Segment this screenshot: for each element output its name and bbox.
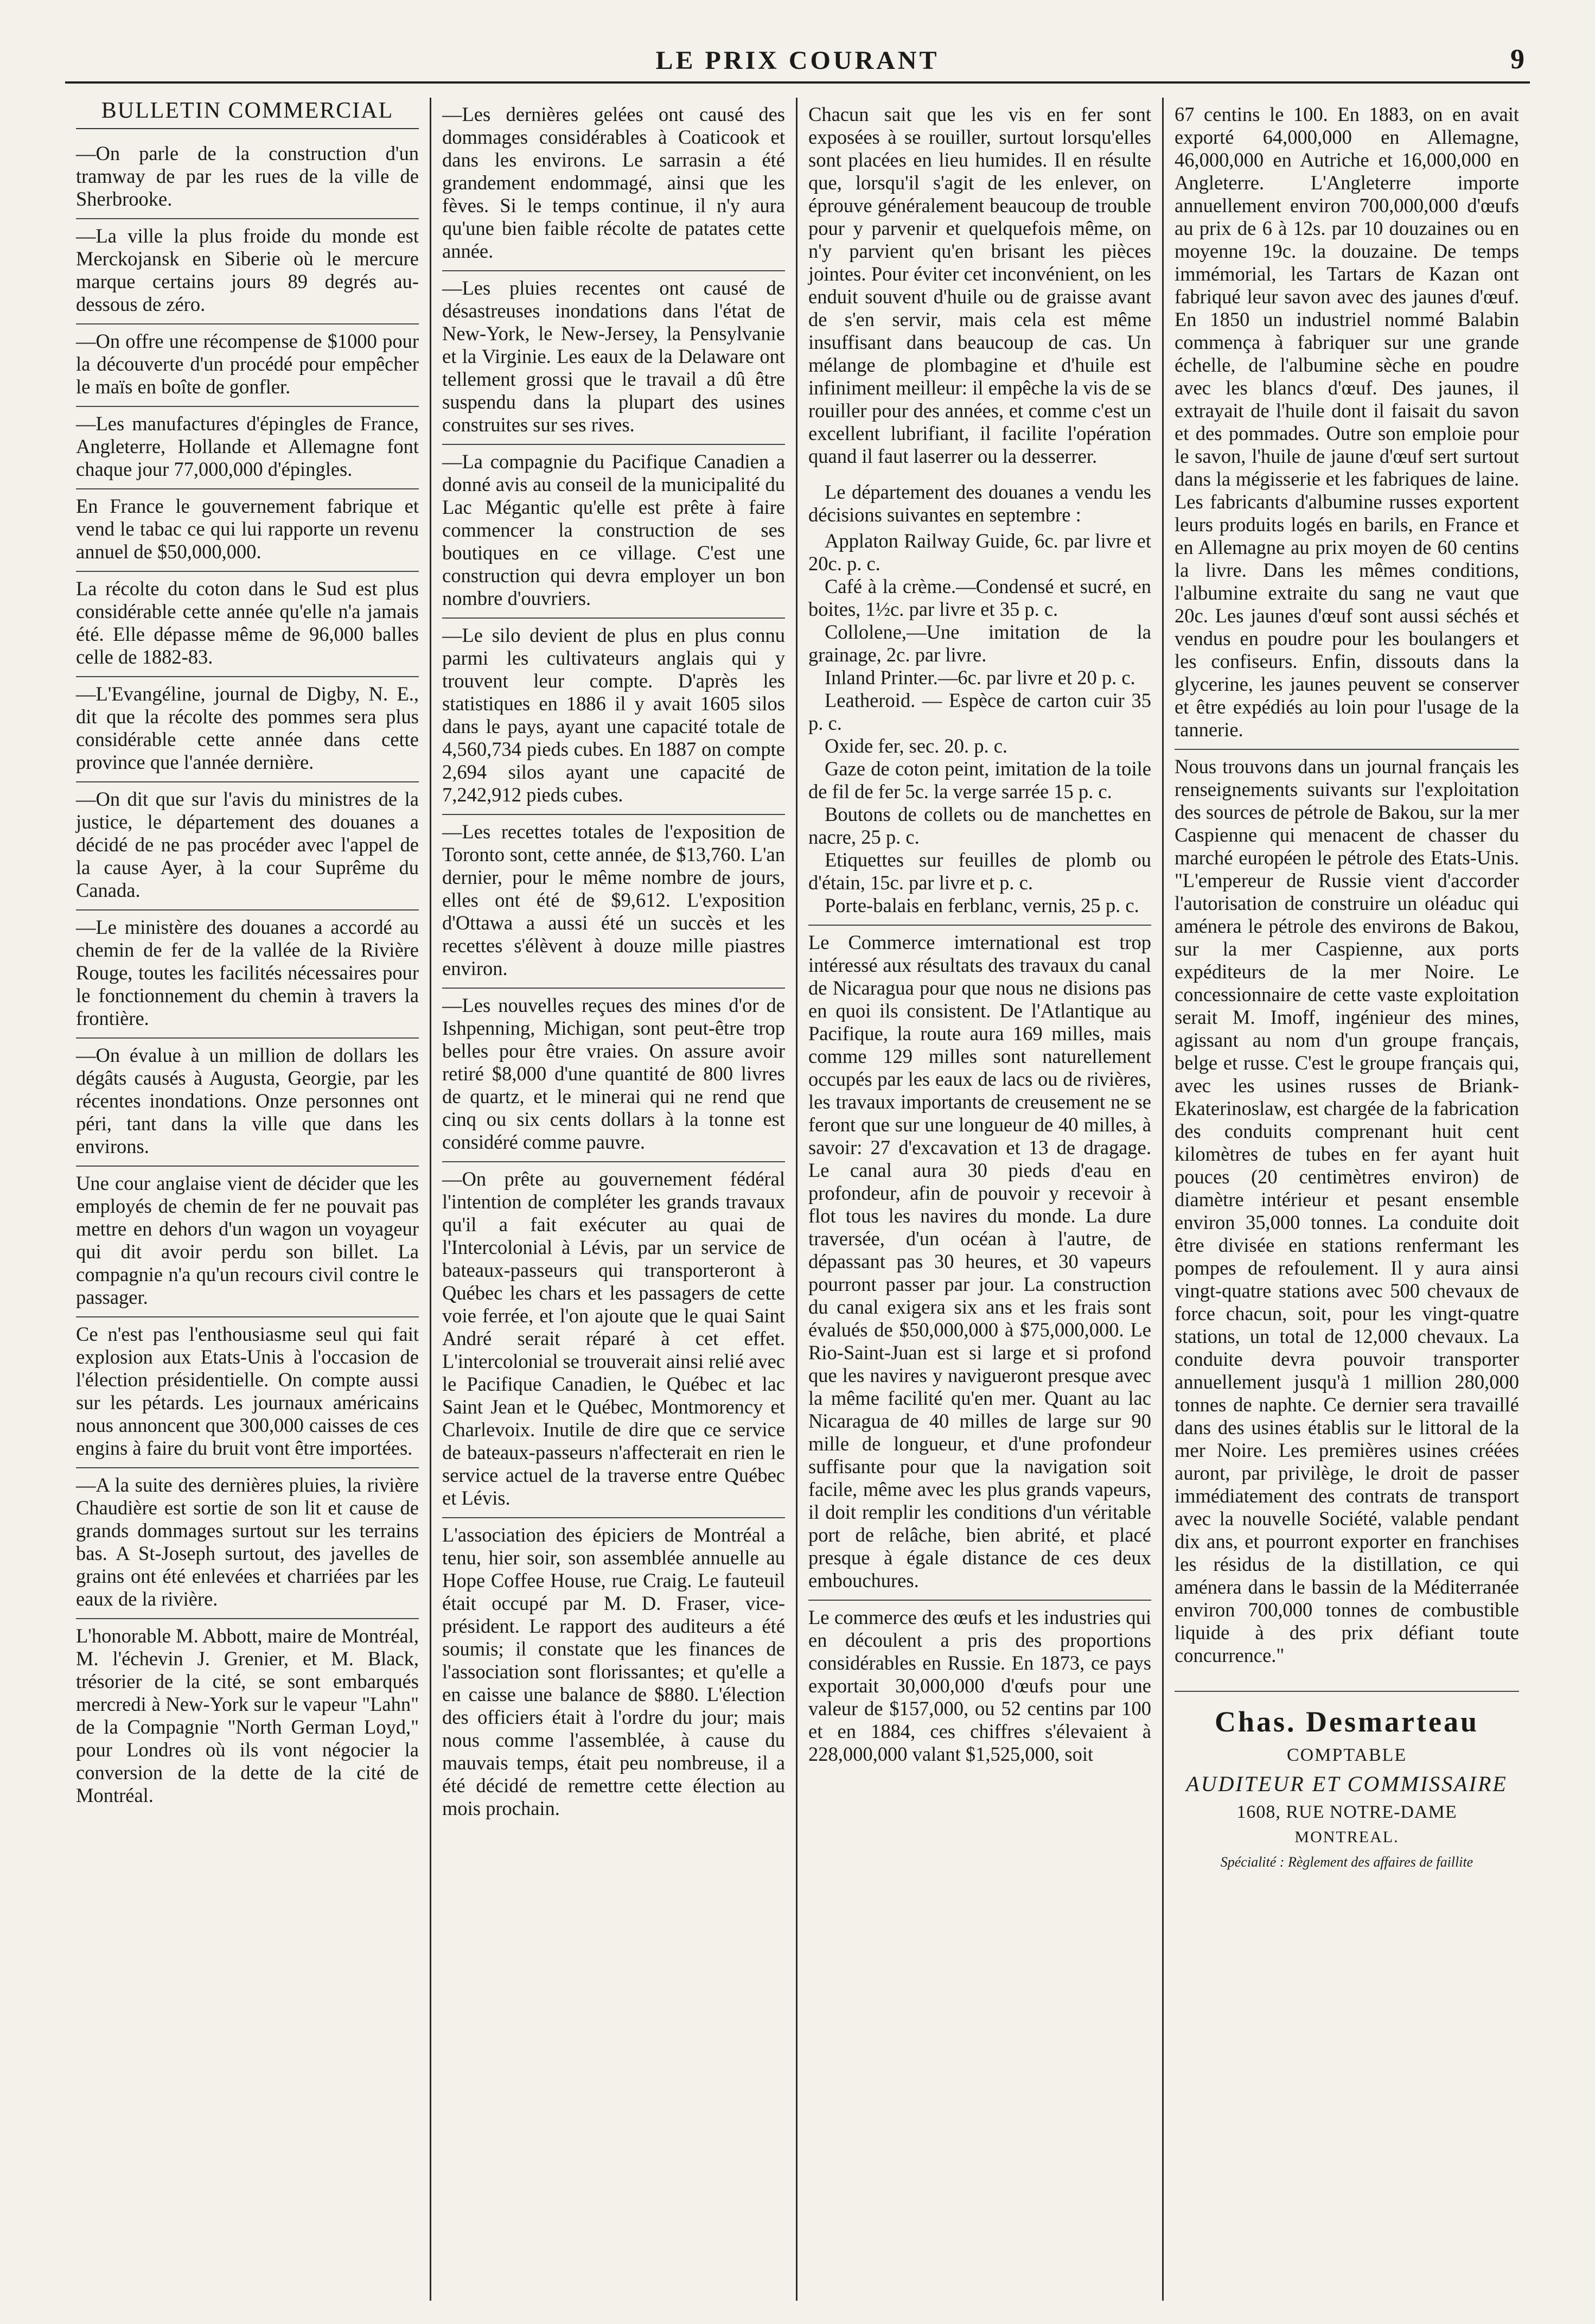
news-item: —La ville la plus froide du monde est Merckojansk en Siberie où le mercure marque certains jours 89 degrés au-dessous de zéro. bbox=[76, 219, 419, 324]
news-item: —On dit que sur l'avis du ministres de la justice, le département des douanes a décidé de ne pas procéder avec l'appel de la cause Ayer, à la cour Suprême du Canada. bbox=[76, 782, 419, 911]
news-item: Le Commerce imternational est trop intéressé aux résultats des travaux du canal de Nicaragua pour que nous ne disions pas en quoi ils consistent. De l'Atlantique au Pacifique, la route aura 169 milles, mais comme 129 milles sont naturellement occupés par les eaux de lacs ou de rivières, les travaux importants de creusement ne se feront que sur une longueur de 40 milles, à savoir: 27 d'excavation et 13 de dragage. Le canal aura 30 pieds d'eau en profondeur, afin de pouvoir y recevoir à flot tous les navires du monde. La dure traversée, d'un océan à l'autre, de dépassant pas 30 heures, et 30 vapeurs pourront passer par jour. La construction du canal exigera six ans et les frais sont évalués de $50,000,000 à $75,000,000. Le Rio-Saint-Juan est si large et si profond que les navires y navigueront presque avec la même facilité qu'en mer. Quant au lac Nicaragua de 40 milles de large sur 90 mille de longueur, et d'une profondeur suffisante pour que la navigation soit facile, même avec les plus grands vapeurs, il doit remplir les conditions d'un véritable port de relâche, bien abrité, et placé presque à égale distance de ces deux embouchures. bbox=[808, 926, 1151, 1601]
news-item: —Les recettes totales de l'exposition de Toronto sont, cette année, de $13,760. L'an dernier, pour le même nombre de jours, elles ont été de $9,612. L'exposition d'Ottawa a aussi été un succès et les recettes s'élèvent à douze mille piastres environ. bbox=[442, 815, 785, 989]
customs-list-item: Porte-balais en ferblanc, vernis, 25 p. c. bbox=[825, 894, 1139, 916]
news-item: Nous trouvons dans un journal français les renseignements suivants sur l'exploitation des sources de pétrole de Bakou, sur la mer Caspienne qui menacent de chasser du marché européen le pétrole des Etats-Unis. "L'empereur de Russie vient d'accorder l'autorisation de construire un oléaduc qui aménera le pétrole des environs de Bakou, sur la mer Caspienne, aux ports expéditeurs de la mer Noire. Le concessionnaire de cette vaste exploitation serait M. Imoff, ingénieur des mines, agissant au nom d'un groupe français, belge et russe. C'est le groupe français qui, avec les usines russes de Briank-Ekaterinoslaw, est chargée de la fabrication des conduits comprenant huit cent kilomètres de tubes en fer ayant huit pouces (20 centimètres environ) de diamètre intérieur et pesant ensemble environ 35,000 tonnes. La conduite doit être divisée en stations renfermant les pompes de refoulement. Il y aura ainsi vingt-quatre stations avec 500 chevaux de force chacun, soit, pour les vingt-quatre stations, un total de 12,000 chevaux. La conduite devra pouvoir transporter annuellement jusqu'à 1 million 280,000 tonnes de naphte. Ce dernier sera travaillé dans des usines établis sur le littoral de la mer Noire. Les premières usines créées auront, par privilège, le droit de passer immédiatement des contrats de transport avec la nouvelle Société, valable pendant dix ans, et pourront exporter en franchises les résidus de la distillation, ce qui aménera dans le bassin de la Méditerranée environ 700,000 tonnes de combustible liquide à des prix défiant toute concurrence." bbox=[1175, 755, 1519, 1666]
customs-list-item: Applaton Railway Guide, 6c. par livre et 20c. p. c. bbox=[808, 530, 1151, 575]
news-item: Chacun sait que les vis en fer sont exposées à se rouiller, surtout lorsqu'elles sont placées en lieu humides. Il en résulte que, lorsqu'il s'agit de les enlever, on éprouve généralement beaucoup de trouble pour y parvenir et quelquefois même, on n'y parvient qu'en brisant les pièces jointes. Pour éviter cet inconvénient, on les enduit souvent d'huile ou de graisse avant de s'en servir, mais cela est même insuffisant dans beaucoup de cas. Un mélange de plombagine et d'huile est infiniment meilleur: il empêche la vis de se rouiller pour des années, et comme c'est un excellent lubrifiant, il facilite l'opération quand il faut laserrer ou la desserrer. bbox=[808, 103, 1151, 467]
news-item: —On offre une récompense de $1000 pour la découverte d'un procédé pour empêcher le maïs en boîte de gonfler. bbox=[76, 324, 419, 407]
business-card bbox=[1175, 1691, 1519, 1870]
news-item: —La compagnie du Pacifique Canadien a donné avis au conseil de la municipalité du Lac Mégantic qu'elle est prête à faire commencer la construction de ses boutiques en ce village. C'est une construction qui devra employer un bon nombre d'ouvriers. bbox=[442, 445, 785, 619]
news-item: —Le ministère des douanes a accordé au chemin de fer de la vallée de la Rivière Rouge, toutes les facilités nécessaires pour le fonctionnement du chemin à travers la frontière. bbox=[76, 911, 419, 1039]
column-2 bbox=[431, 98, 798, 2301]
customs-list-item: Inland Printer.—6c. par livre et 20 p. c. bbox=[825, 666, 1135, 689]
news-item: Une cour anglaise vient de décider que les employés de chemin de fer ne pouvait pas mettre en dehors d'un wagon un voyageur qui dit avoir perdu son billet. La compagnie n'a qu'un recours civil contre le passager. bbox=[76, 1167, 419, 1317]
column-1-items bbox=[76, 137, 419, 1814]
news-item: La récolte du coton dans le Sud est plus considérable cette année qu'elle n'a jamais été. Elle dépasse même de 96,000 balles celle de 1882-83. bbox=[76, 572, 419, 677]
news-item: En France le gouvernement fabrique et vend le tabac ce qui lui rapporte un revenu annuel de $50,000,000. bbox=[76, 489, 419, 572]
customs-list-item: Oxide fer, sec. 20. p. c. bbox=[825, 735, 1008, 757]
card-job: COMPTABLE bbox=[1286, 1745, 1407, 1765]
column-3-after-items bbox=[808, 926, 1151, 1773]
news-item: 67 centins le 100. En 1883, on en avait exporté 64,000,000 en Allemagne, 46,000,000 en Autriche et 16,000,000 en Angleterre. L'Angleterre importe annuellement environ 700,000,000 d'œufs au prix de 6 à 12s. par 10 douzaines ou en moyenne 19c. la douzaine. De temps immémorial, les Tartars de Kazan ont fabriqué leur savon avec des jaunes d'œuf. En 1850 un industriel nommé Balabin commença à fabriquer sur une grande échelle, de l'albumine sèche en poudre avec les blancs d'œuf. Des jaunes, il extrayait de l'huile dont il faisait du savon et des pommades. Outre son emploie pour le savon, l'huile de jaune d'œuf sert surtout dans la mégisserie et les fabriques de laine. Les fabricants d'albumine russes exportent leurs produits logés en barils, en France et en Allemagne au prix moyen de 60 centins la livre. Dans les mêmes conditions, l'albumine extraite du sang ne vaut que 20c. Les jaunes d'œuf sont aussi séchés et vendus en poudre pour les boulangers et les confiseurs. Enfin, dissouts dans la glycerine, les jaunes peuvent se conserver et être expédiés au loin pour l'usage de la tannerie. bbox=[1175, 98, 1519, 750]
customs-list bbox=[808, 530, 1151, 917]
news-item: —A la suite des dernières pluies, la rivière Chaudière est sortie de son lit et cause de grands dommages surtout sur les terrains bas. A St-Joseph surtout, des javelles de grains ont été enlevées et charriées par les eaux de la rivière. bbox=[76, 1468, 419, 1619]
news-item: —Le silo devient de plus en plus connu parmi les cultivateurs anglais qui y trouvent leur compte. D'après les statistiques en 1886 il y avait 1605 silos dans le pays, ayant une capacité totale de 4,560,734 pieds cubes. En 1887 on compte 2,694 silos ayant une capacité de 7,242,912 pieds cubes. bbox=[442, 619, 785, 815]
customs-intro: Le département des douanes a vendu les décisions suivantes en septembre : bbox=[808, 481, 1151, 526]
news-item: —L'Evangéline, journal de Digby, N. E., dit que la récolte des pommes sera plus considérable cette année dans cette province que l'année dernière. bbox=[76, 677, 419, 782]
article-columns bbox=[65, 98, 1530, 2301]
card-specialty: Spécialité : Règlement des affaires de faillite bbox=[1220, 1854, 1473, 1870]
news-item: Ce n'est pas l'enthousiasme seul qui fait explosion aux Etats-Unis à l'occasion de l'élection présidentielle. On compte aussi sur les pétards. Les journaux américains nous annoncent que 300,000 caisses de ces engins à faire du bruit vont être importées. bbox=[76, 1317, 419, 1468]
card-auditor: AUDITEUR ET COMMISSAIRE bbox=[1186, 1772, 1508, 1796]
news-item: —Les pluies recentes ont causé de désastreuses inondations dans l'état de New-York, le New-Jersey, la Pensylvanie et la Virginie. Les eaux de la Delaware ont tellement grossi que le travail a dû être suspendu dans la plupart des usines construites sur ses rives. bbox=[442, 271, 785, 445]
column-4-items bbox=[1175, 98, 1519, 1674]
news-item: —Les manufactures d'épingles de France, Angleterre, Hollande et Allemagne font chaque jour 77,000,000 d'épingles. bbox=[76, 407, 419, 489]
news-item: L'honorable M. Abbott, maire de Montréal, M. l'échevin J. Grenier, et M. Black, trésorier de la cité, se sont embarqués mercredi à New-York sur le vapeur "Lahn" de la Compagnie "North German Loyd," pour Londres où ils vont négocier la conversion de la dette de la cité de Montréal. bbox=[76, 1625, 419, 1806]
news-item: —Les nouvelles reçues des mines d'or de Ishpenning, Michigan, sont peut-être trop belles pour être vraies. On assure avoir retiré $8,000 d'une quantité de 800 livres de quartz, et le minerai qui ne rend que cinq ou six cents dollars à la tonne est considéré comme pauvre. bbox=[442, 989, 785, 1162]
card-city: MONTREAL. bbox=[1294, 1828, 1399, 1846]
news-item: —On prête au gouvernement fédéral l'intention de compléter les grands travaux qu'il a fait exécuter au quai de l'Intercolonial à Lévis, par un service de bateaux-passeurs qui transporteront à Québec les chars et les passagers de cette voie ferrée, et l'on ajoute que le quai Saint André serait réparé à cet effet. L'intercolonial se trouverait ainsi relié avec le Pacifique Canadien, le Québec et lac Saint Jean et le Québec, Montmorency et Charlevoix. Inutile de dire que ce service de bateaux-passeurs n'affecterait en rien le service actuel de la traverse entre Québec et Lévis. bbox=[442, 1162, 785, 1518]
column-3 bbox=[798, 98, 1164, 2301]
column-4 bbox=[1164, 98, 1530, 2301]
card-address: 1608, RUE NOTRE-DAME bbox=[1236, 1802, 1457, 1822]
column-3-items bbox=[808, 98, 1151, 475]
news-item: Le commerce des œufs et les industries qui en découlent a pris des proportions considérables en Russie. En 1873, ce pays exportait 30,000,000 d'œufs pour une valeur de $157,000, ou 52 centins par 100 et en 1884, ces chiffres s'élevaient à 228,000,000 valant $1,525,000, soit bbox=[808, 1606, 1151, 1765]
card-name: Chas. Desmarteau bbox=[1215, 1705, 1479, 1738]
news-item: —Les dernières gelées ont causé des dommages considérables à Coaticook et dans les environs. Le sarrasin a été grandement endommagé, ainsi que les fèves. Si le temps continue, il n'y aura qu'une bien faible récolte de patates cette année. bbox=[442, 98, 785, 271]
customs-block bbox=[808, 475, 1151, 926]
column-2-items bbox=[442, 98, 785, 1828]
customs-list-item: Etiquettes sur feuilles de plomb ou d'étain, 15c. par livre et p. c. bbox=[808, 849, 1151, 894]
masthead bbox=[65, 38, 1530, 84]
newspaper-title: LE PRIX COURANT bbox=[655, 46, 940, 75]
customs-list-item: Collolene,—Une imitation de la grainage, 2c. par livre. bbox=[808, 621, 1151, 666]
news-item: L'association des épiciers de Montréal a tenu, hier soir, son assemblée annuelle au Hope Coffee House, rue Craig. Le fauteuil était occupé par M. D. Fraser, vice-président. Le rapport des auditeurs a été soumis; il constate que les finances de l'association sont florissantes; et qu'elle a en caisse une balance de $880. L'élection des officiers était à l'ordre du jour; mais nous comme l'assemblée, à cause du mauvais temps, était peu nombreuse, il a été décidé de remettre cette élection au mois prochain. bbox=[442, 1524, 785, 1819]
customs-list-item: Boutons de collets ou de manchettes en nacre, 25 p. c. bbox=[808, 803, 1151, 848]
customs-list-item: Gaze de coton peint, imitation de la toile de fil de fer 5c. la verge sarrée 15 p. c. bbox=[808, 757, 1151, 803]
column-1 bbox=[65, 98, 431, 2301]
news-item: —On parle de la construction d'un tramway de par les rues de la ville de Sherbrooke. bbox=[76, 137, 419, 219]
customs-list-item: Leatheroid. — Espèce de carton cuir 35 p. c. bbox=[808, 689, 1151, 734]
customs-list-item: Café à la crème.—Condensé et sucré, en boites, 1½c. par livre et 35 p. c. bbox=[808, 575, 1151, 620]
news-item: —On évalue à un million de dollars les dégâts causés à Augusta, Georgie, par les récentes inondations. Onze personnes ont péri, tant dans la ville que dans les environs. bbox=[76, 1039, 419, 1167]
page-number: 9 bbox=[1510, 44, 1524, 75]
section-heading: BULLETIN COMMERCIAL bbox=[76, 98, 419, 129]
